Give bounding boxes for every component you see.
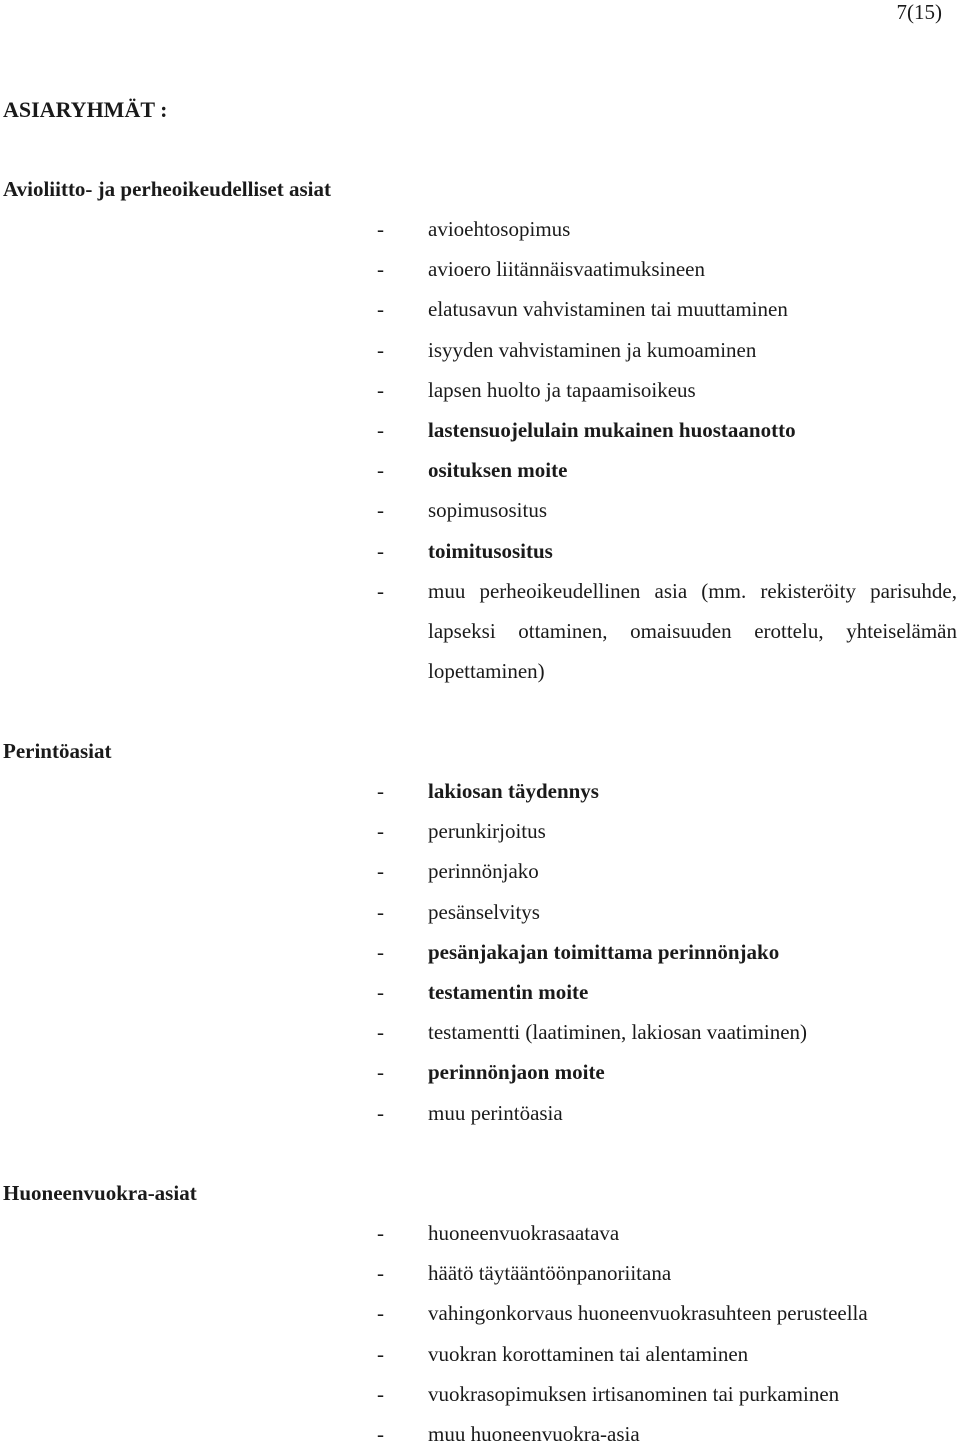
list-item-text: muu huoneenvuokra-asia [428, 1421, 640, 1446]
list-bullet: - [377, 297, 384, 322]
list-item [377, 972, 957, 1012]
list-item [377, 1414, 957, 1454]
list-item-text: sopimusositus [428, 498, 548, 523]
section-heading-inheritance: Perintöasiat [3, 739, 112, 763]
list-item-text: perunkirjoitus [428, 819, 546, 844]
list-bullet: - [377, 377, 384, 402]
list-bullet: - [377, 1100, 384, 1125]
list-item [377, 771, 957, 811]
list-bullet: - [377, 1060, 384, 1085]
list-item-text: toimitusositus [428, 538, 553, 563]
list-item [377, 1093, 957, 1133]
list-item [377, 289, 957, 329]
list-bullet: - [377, 939, 384, 964]
list-item-text: avioehtosopimus [428, 217, 571, 241]
list-item-text: avioero liitännäisvaatimuksineen [428, 257, 705, 282]
list-item [377, 1334, 957, 1374]
list-item-text: lakiosan täydennys [428, 779, 599, 803]
list-bullet: - [377, 257, 384, 282]
list-item-text: vuokran korottaminen tai alentaminen [428, 1341, 749, 1366]
list-item [377, 1293, 957, 1333]
list-item-text: perinnönjaon moite [428, 1060, 605, 1085]
list-item [377, 1374, 957, 1414]
list-item [377, 209, 957, 249]
list-item-text: perinnönjako [428, 859, 539, 884]
page-title: ASIARYHMÄT : [3, 97, 168, 122]
list-item [377, 330, 957, 370]
list-item [377, 1052, 957, 1092]
list-item-text: testamentti (laatiminen, lakiosan vaatiminen) [428, 1020, 808, 1045]
list-item [377, 851, 957, 891]
list-item-text: muu perheoikeudellinen asia (mm. rekisteröity parisuhde, lapseksi ottaminen, omaisuuden erottelu, yhteiselämän lopettaminen) [428, 578, 957, 684]
list-bullet: - [377, 217, 384, 241]
list-bullet: - [377, 779, 384, 803]
list-item-text: lastensuojelulain mukainen huostaanotto [428, 417, 796, 442]
page-number: 7(15) [896, 0, 942, 24]
list-item-text: lapsen huolto ja tapaamisoikeus [428, 377, 696, 402]
list-item-text: osituksen moite [428, 458, 568, 483]
list-bullet: - [377, 1421, 384, 1446]
list-item [377, 531, 957, 571]
list-bullet: - [377, 859, 384, 884]
list-marriage-family [377, 209, 957, 691]
section-heading-tenancy: Huoneenvuokra-asiat [3, 1181, 197, 1205]
list-bullet: - [377, 337, 384, 362]
list-item [377, 490, 957, 530]
list-bullet: - [377, 1301, 384, 1326]
list-bullet: - [377, 1381, 384, 1406]
list-item-text: vuokrasopimuksen irtisanominen tai purkaminen [428, 1381, 840, 1406]
list-item-text: elatusavun vahvistaminen tai muuttaminen [428, 297, 788, 322]
list-item [377, 571, 957, 692]
list-item [377, 410, 957, 450]
list-bullet: - [377, 979, 384, 1004]
list-bullet: - [377, 819, 384, 844]
list-item-text: pesänjakajan toimittama perinnönjako [428, 939, 780, 964]
list-item [377, 1213, 957, 1253]
list-item-text: muu perintöasia [428, 1100, 563, 1125]
list-item [377, 932, 957, 972]
list-bullet: - [377, 458, 384, 483]
list-bullet: - [377, 578, 384, 603]
list-item [377, 370, 957, 410]
list-item [377, 892, 957, 932]
list-bullet: - [377, 1261, 384, 1286]
list-item-text: häätö täytääntöönpanoriitana [428, 1261, 672, 1286]
list-item-text: pesänselvitys [428, 899, 540, 924]
list-bullet: - [377, 899, 384, 924]
list-bullet: - [377, 1020, 384, 1045]
list-item-text: isyyden vahvistaminen ja kumoaminen [428, 337, 757, 362]
list-bullet: - [377, 1221, 384, 1245]
list-item-text: testamentin moite [428, 979, 589, 1004]
list-tenancy [377, 1213, 957, 1454]
list-bullet: - [377, 498, 384, 523]
list-item [377, 811, 957, 851]
list-inheritance [377, 771, 957, 1133]
list-item [377, 1012, 957, 1052]
list-bullet: - [377, 1341, 384, 1366]
list-item [377, 1253, 957, 1293]
list-item [377, 450, 957, 490]
section-heading-marriage-family: Avioliitto- ja perheoikeudelliset asiat [3, 177, 331, 201]
list-item-text: vahingonkorvaus huoneenvuokrasuhteen perusteella [428, 1301, 868, 1326]
list-item-text: huoneenvuokrasaatava [428, 1221, 620, 1245]
list-bullet: - [377, 417, 384, 442]
list-item [377, 249, 957, 289]
list-bullet: - [377, 538, 384, 563]
